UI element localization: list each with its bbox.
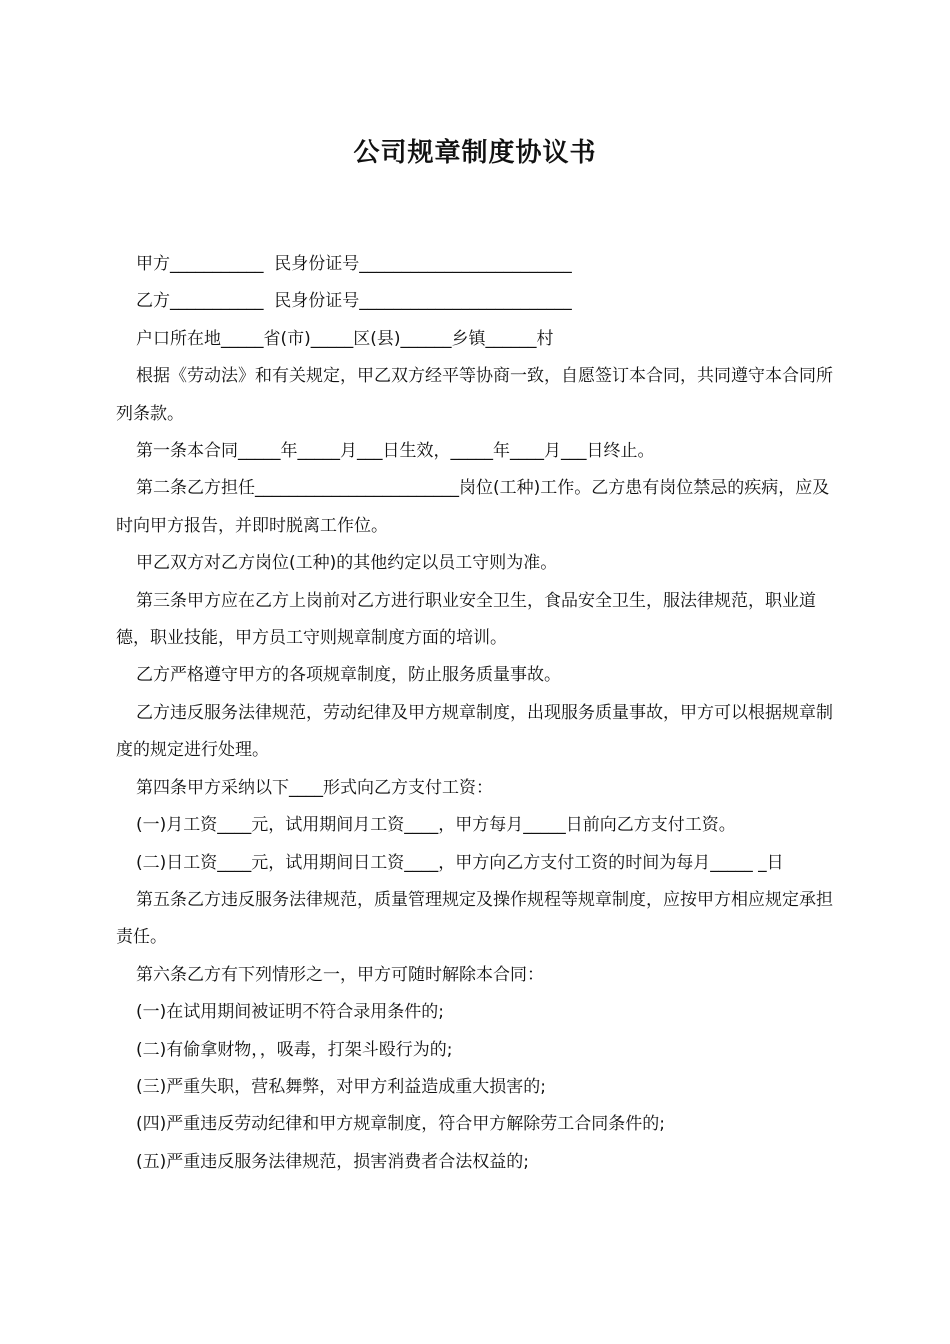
article-4-item-1: (一)月工资____元，试用期间月工资____，甲方每月_____日前向乙方支付工资。: [136, 815, 736, 836]
document-title: 公司规章制度协议书: [353, 138, 597, 168]
article-4-item-2: (二)日工资____元，试用期间日工资____，甲方向乙方支付工资的时间为每月_____ _日: [136, 852, 784, 873]
residence-line: 户口所在地_____省(市)_____区(县)______乡镇______村: [136, 328, 554, 349]
party-a-line: 甲方___________ 民身份证号_________________________: [136, 254, 572, 274]
article-4: 第四条甲方采纳以下____形式向乙方支付工资：: [136, 777, 493, 798]
document-body: [116, 246, 841, 1181]
article-6-item-5: (五)严重违反服务法律规范，损害消费者合法权益的;: [136, 1151, 529, 1172]
article-6-item-1: (一)在试用期间被证明不符合录用条件的;: [136, 1002, 444, 1023]
article-3-note-2: 乙方违反服务法律规范，劳动纪律及甲方规章制度，出现服务质量事故，甲方可以根据规章制度的规定进行处理。: [116, 702, 833, 761]
preamble-paragraph: 根据《劳动法》和有关规定，甲乙双方经平等协商一致，自愿签订本合同，共同遵守本合同所列条款。: [116, 366, 833, 424]
article-1: 第一条本合同_____年_____月___日生效，_____年____月___日终止。: [136, 441, 655, 462]
article-3-note-1: 乙方严格遵守甲方的各项规章制度，防止服务质量事故。: [136, 665, 561, 686]
article-2: 第二条乙方担任________________________岗位(工种)工作。乙方患有岗位禁忌的疾病，应及时向甲方报告，并即时脱离工作位。: [116, 478, 830, 536]
article-6: 第六条乙方有下列情形之一，甲方可随时解除本合同：: [136, 964, 544, 985]
article-3: 第三条甲方应在乙方上岗前对乙方进行职业安全卫生，食品安全卫生，服法律规范，职业道德，职业技能，甲方员工守则规章制度方面的培训。: [116, 590, 816, 649]
article-6-item-4: (四)严重违反劳动纪律和甲方规章制度，符合甲方解除劳工合同条件的;: [136, 1114, 665, 1135]
article-6-item-2: (二)有偷拿财物，，吸毒，打架斗殴行为的;: [136, 1039, 453, 1060]
article-2-note: 甲乙双方对乙方岗位(工种)的其他约定以员工守则为准。: [136, 553, 558, 574]
party-b-line: 乙方___________ 民身份证号_________________________: [136, 291, 572, 312]
article-6-item-3: (三)严重失职，营私舞弊，对甲方利益造成重大损害的;: [136, 1076, 546, 1097]
article-5: 第五条乙方违反服务法律规范，质量管理规定及操作规程等规章制度，应按甲方相应规定承担责任。: [116, 889, 833, 948]
